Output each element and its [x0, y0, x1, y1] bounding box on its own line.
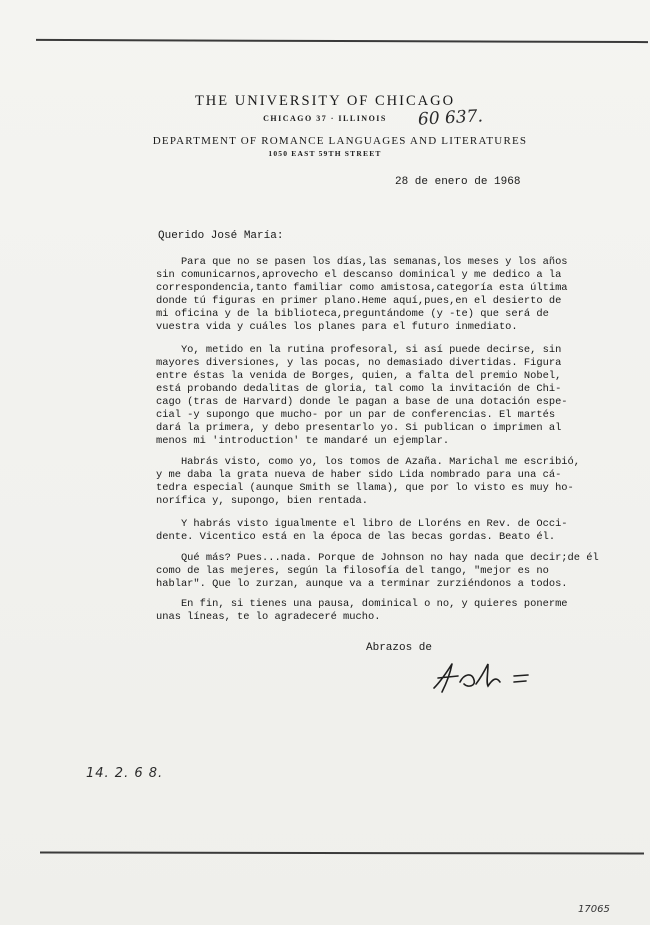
- paragraph-2: [156, 344, 568, 448]
- closing: Abrazos de: [366, 642, 433, 654]
- salutation: Querido José María:: [158, 230, 284, 242]
- letterhead-city: CHICAGO 37 · ILLINOIS: [263, 114, 387, 123]
- text-line: norífica y, supongo, bien rentada.: [156, 495, 369, 507]
- text-line: cial -y supongo que mucho- por un par de conferencias. El martés: [156, 409, 556, 421]
- text-line: Y habrás visto igualmente el libro de Lloréns en Rev. de Occi-: [156, 518, 568, 530]
- paragraph-1: [156, 256, 568, 334]
- letter-date: 28 de enero de 1968: [395, 176, 521, 188]
- text-line: está probando dedalitas de gloria, tal como la invitación de Chi-: [156, 383, 562, 395]
- text-line: cago (tras de Harvard) donde le pagan a base de una dotación espe-: [156, 396, 568, 408]
- letterhead-address: 1050 EAST 59TH STREET: [268, 149, 382, 158]
- top-rule: [36, 39, 648, 43]
- text-line: Yo, metido en la rutina profesoral, si así puede decirse, sin: [156, 344, 562, 356]
- text-line: dente. Vicentico está en la época de las becas gordas. Beato él.: [156, 531, 556, 543]
- text-line: como de las mejeres, según la filosofía del tango, "mejor es no: [156, 565, 549, 577]
- text-line: menos mi 'introduction' te mandaré un ejemplar.: [156, 435, 450, 447]
- text-line: unas líneas, te lo agradeceré mucho.: [156, 611, 381, 623]
- text-line: Qué más? Pues...nada. Porque de Johnson no hay nada que decir;de él: [156, 552, 599, 564]
- paragraph-6: [156, 598, 568, 624]
- text-line: Para que no se pasen los días,las semanas,los meses y los años: [156, 256, 568, 268]
- handwritten-signature: [428, 658, 538, 698]
- text-line: mayores diversiones, y las pocas, no demasiado divertidas. Figura: [156, 357, 562, 369]
- text-line: En fin, si tienes una pausa, dominical o no, y quieres ponerme: [156, 598, 568, 610]
- letterhead-university: THE UNIVERSITY OF CHICAGO: [194, 93, 456, 109]
- text-line: mi oficina y de la biblioteca,preguntándome (y -te) que será de: [156, 308, 549, 320]
- text-line: hablar". Que lo zurzan, aunque va a terminar zurziéndonos a todos.: [156, 578, 568, 590]
- bottom-rule: [40, 851, 644, 854]
- text-line: Habrás visto, como yo, los tomos de Azaña. Marichal me escribió,: [156, 456, 581, 468]
- text-line: entre éstas la venida de Borges, quien, a falta del premio Nobel,: [156, 370, 562, 382]
- letterhead-department: DEPARTMENT OF ROMANCE LANGUAGES AND LITERATURES: [152, 135, 528, 147]
- text-line: sin comunicarnos,aprovecho el descanso dominical y me dedico a la: [156, 269, 562, 281]
- paragraph-3: [156, 456, 581, 508]
- text-line: correspondencia,tanto familiar como amistosa,categoría esta última: [156, 282, 568, 294]
- text-line: dará la primera, y debo presentarlo yo. Si publican o imprimen al: [156, 422, 562, 434]
- text-line: donde tú figuras en primer plano.Heme aquí,pues,en el desierto de: [156, 295, 562, 307]
- paragraph-5: [156, 552, 599, 591]
- handwritten-zip: 60 637.: [417, 106, 484, 130]
- archive-number: 17065: [578, 904, 610, 915]
- paragraph-4: [156, 518, 568, 544]
- handwritten-date: 14. 2. 6 8.: [86, 766, 164, 781]
- text-line: tedra especial (aunque Smith se llama), que por lo visto es muy ho-: [156, 482, 574, 494]
- text-line: vuestra vida y cuáles los planes para el futuro inmediato.: [156, 321, 518, 333]
- text-line: y me daba la grata nueva de haber sido Lida nombrado para una cá-: [156, 469, 562, 481]
